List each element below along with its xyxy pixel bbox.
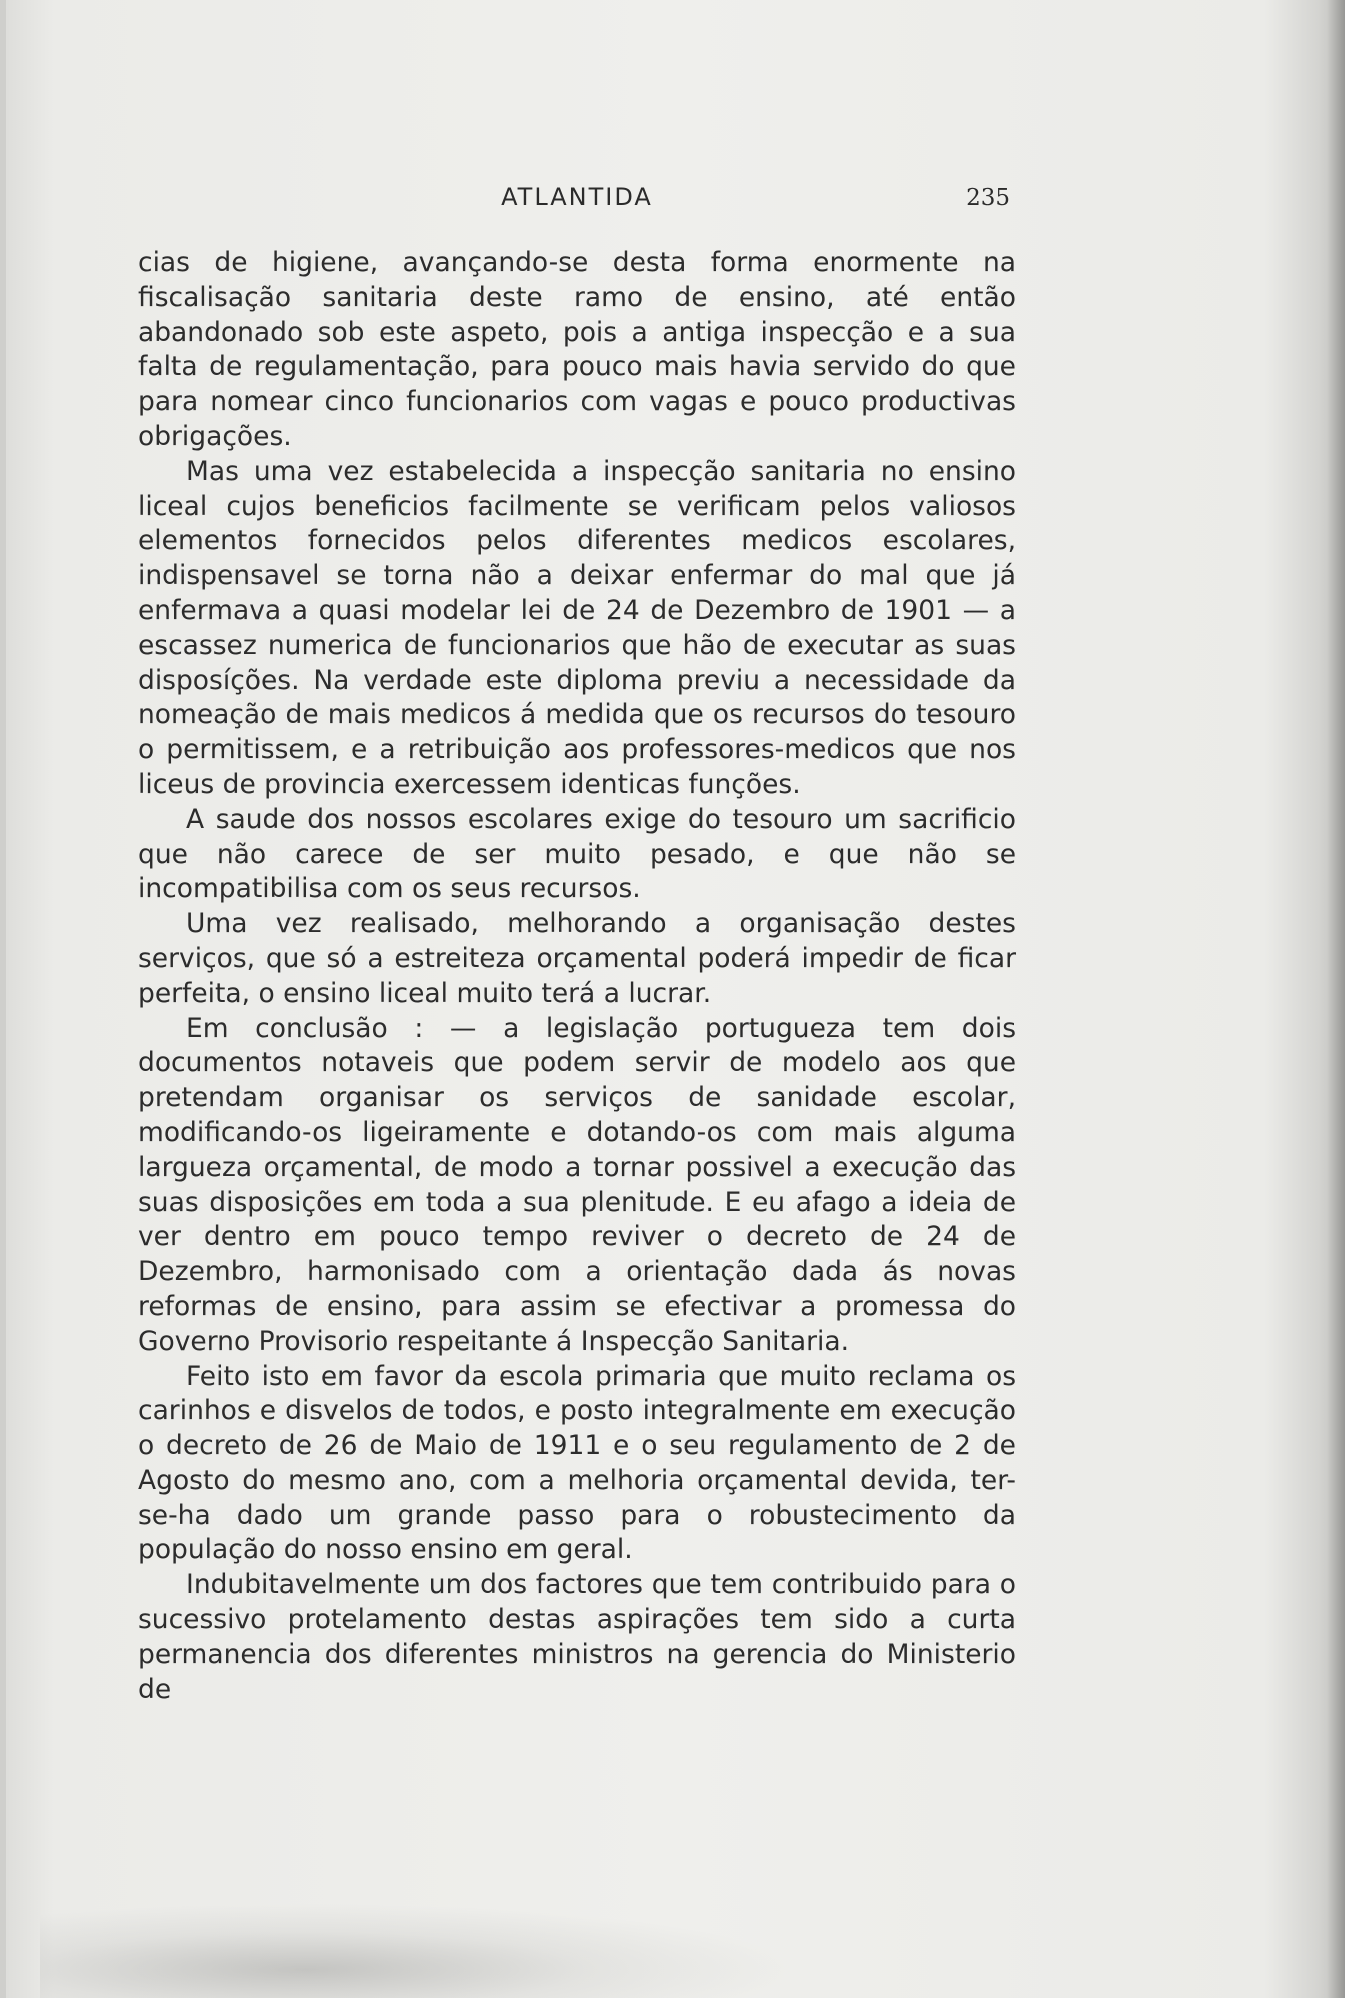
page-number: 235 xyxy=(966,185,1010,211)
paragraph: Em conclusão : — a legislação portugueza tem dois documentos notaveis que podem servir de modelo aos que pretendam organisar os serviços de sanidade escolar, modificando-os ligeiramente e dotando-os com mais alguma largueza orçamental, de modo a tornar possivel a execução das suas disposições em toda a sua plenitude. E eu afago a ideia de ver dentro em pouco tempo reviver o decreto de 24 de Dezembro, harmonisado com a orientação dada ás novas reformas de ensino, para assim se efectivar a promessa do Governo Provisorio respeitante á Inspecção Sanitaria. xyxy=(138,1012,1016,1357)
paper-smudge xyxy=(40,1903,800,1998)
page-edge-shadow xyxy=(1327,0,1345,1998)
paragraph: Uma vez realisado, melhorando a organisação destes serviços, que só a estreiteza orçamental poderá impedir de ficar perfeita, o ensino liceal muito terá a lucrar. xyxy=(138,908,1016,1009)
paragraph: Indubitavelmente um dos factores que tem contribuido para o sucessivo protelamento destas aspirações tem sido a curta permanencia dos diferentes ministros na gerencia do Ministerio de xyxy=(138,1569,1016,1705)
paragraph: cias de higiene, avançando-se desta forma enormente na fiscalisação sanitaria deste ramo de ensino, até então abandonado sob este aspeto, pois a antiga inspecção e a sua falta de regulamentação, para pouco mais havia servido do que para nomear cinco funcionarios com vagas e pouco productivas obrigações. xyxy=(138,247,1016,452)
paragraph: Feito isto em favor da escola primaria que muito reclama os carinhos e disvelos de todos, e posto integralmente em execução o decreto de 26 de Maio de 1911 e o seu regulamento de 2 de Agosto do mesmo ano, com a melhoria orçamental devida, ter-se-ha dado um grande passo para o robustecimento da população do nosso ensino em geral. xyxy=(138,1360,1016,1566)
body-text xyxy=(138,246,1016,1707)
paragraph: A saude dos nossos escolares exige do tesouro um sacrificio que não carece de ser muito pesado, e que não se incompatibilisa com os seus recursos. xyxy=(138,803,1016,905)
paragraph: Mas uma vez estabelecida a inspecção sanitaria no ensino liceal cujos beneficios facilmente se verificam pelos valiosos elementos fornecidos pelos diferentes medicos escolares, indispensavel se torna não a deixar enfermar do mal que já enfermava a quasi modelar lei de 24 de Dezembro de 1901 — a escassez numerica de funcionarios que hão de executar as suas disposíções. Na verdade este diploma previu a necessidade da nomeação de mais medicos á medida que os recursos do tesouro o permitissem, e a retribuição aos professores-medicos que nos liceus de provincia exercessem identicas funções. xyxy=(138,455,1016,800)
running-head: ATLANTIDA xyxy=(501,183,653,211)
page-header xyxy=(138,183,1016,213)
